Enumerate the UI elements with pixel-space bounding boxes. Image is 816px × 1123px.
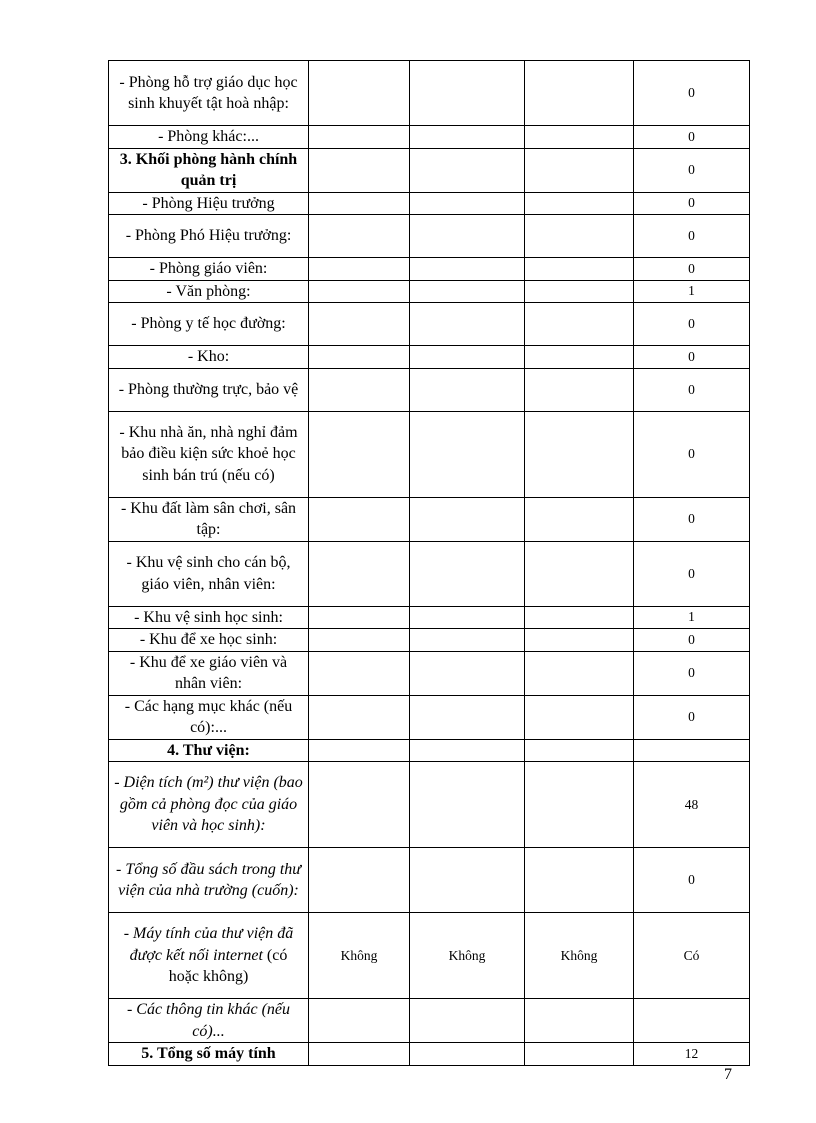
table-row: [109, 695, 750, 739]
row-label: - Phòng thường trực, bảo vệ: [109, 368, 309, 411]
cell: [410, 346, 525, 369]
cell: [309, 258, 410, 281]
table-row: [109, 848, 750, 913]
cell: [525, 739, 634, 762]
cell: [525, 848, 634, 913]
row-label: - Khu vệ sinh học sinh:: [109, 606, 309, 629]
table-row: [109, 303, 750, 346]
table-row: [109, 913, 750, 999]
cell: [525, 303, 634, 346]
table-row: [109, 61, 750, 126]
cell: [309, 215, 410, 258]
section-heading: 5. Tổng số máy tính: [109, 1043, 309, 1066]
cell: Không: [410, 913, 525, 999]
cell: [525, 541, 634, 606]
row-label: - Phòng giáo viên:: [109, 258, 309, 281]
table-row: [109, 215, 750, 258]
table-row: [109, 148, 750, 192]
cell: [410, 651, 525, 695]
cell: [309, 192, 410, 215]
table-row: [109, 541, 750, 606]
cell-value: 0: [634, 258, 750, 281]
cell-value: 12: [634, 1043, 750, 1066]
cell: [525, 346, 634, 369]
cell: [525, 126, 634, 149]
cell: [309, 848, 410, 913]
cell-value: 0: [634, 541, 750, 606]
cell-value: 0: [634, 148, 750, 192]
row-label: - Khu để xe giáo viên và nhân viên:: [109, 651, 309, 695]
table-row: [109, 346, 750, 369]
row-label: - Khu để xe học sinh:: [109, 629, 309, 652]
row-label: - Phòng hỗ trợ giáo dục học sinh khuyết tật hoà nhập:: [109, 61, 309, 126]
cell: [309, 368, 410, 411]
cell: [525, 192, 634, 215]
cell: [525, 999, 634, 1043]
cell-value: 0: [634, 368, 750, 411]
cell-value: 1: [634, 606, 750, 629]
cell-value: 0: [634, 303, 750, 346]
row-label-note: (có hoặc không): [168, 946, 288, 986]
facilities-table: [108, 60, 750, 1066]
cell: [309, 651, 410, 695]
cell: [309, 61, 410, 126]
section-heading: 3. Khối phòng hành chính quản trị: [109, 148, 309, 192]
cell: [525, 651, 634, 695]
cell-value: [634, 999, 750, 1043]
table-row: [109, 629, 750, 652]
cell: [309, 739, 410, 762]
row-label: - Khu vệ sinh cho cán bộ, giáo viên, nhân viên:: [109, 541, 309, 606]
cell: [309, 762, 410, 848]
cell: [309, 280, 410, 303]
row-label: - Khu đất làm sân chơi, sân tập:: [109, 497, 309, 541]
row-label: - Phòng Phó Hiệu trưởng:: [109, 215, 309, 258]
cell: [525, 258, 634, 281]
page-number: 7: [724, 1066, 732, 1083]
cell: [525, 762, 634, 848]
table-row: [109, 762, 750, 848]
cell: Không: [525, 913, 634, 999]
cell: [309, 411, 410, 497]
table-row: [109, 999, 750, 1043]
cell: [410, 497, 525, 541]
cell: [309, 541, 410, 606]
cell: [309, 629, 410, 652]
table-row: [109, 368, 750, 411]
cell: [525, 61, 634, 126]
cell: [410, 541, 525, 606]
cell: Không: [309, 913, 410, 999]
cell: [410, 739, 525, 762]
cell-value: 0: [634, 215, 750, 258]
cell: [410, 695, 525, 739]
cell: [309, 346, 410, 369]
row-label: - Các thông tin khác (nếu có)...: [109, 999, 309, 1043]
cell: [410, 303, 525, 346]
cell-value: 0: [634, 61, 750, 126]
cell: [410, 848, 525, 913]
cell: [525, 411, 634, 497]
cell: [410, 148, 525, 192]
cell: [525, 1043, 634, 1066]
table-row: [109, 651, 750, 695]
cell: [410, 1043, 525, 1066]
table-row: [109, 192, 750, 215]
cell: [309, 126, 410, 149]
row-label: - Phòng Hiệu trưởng: [109, 192, 309, 215]
cell: [309, 148, 410, 192]
row-label: - Diện tích (m²) thư viện (bao gồm cả phòng đọc của giáo viên và học sinh):: [109, 762, 309, 848]
cell-value: 0: [634, 629, 750, 652]
cell: [410, 762, 525, 848]
cell-value: 1: [634, 280, 750, 303]
cell: [525, 606, 634, 629]
table-row: [109, 280, 750, 303]
cell-value: Có: [634, 913, 750, 999]
cell: [525, 629, 634, 652]
row-label: - Phòng y tế học đường:: [109, 303, 309, 346]
table-row: [109, 411, 750, 497]
cell: [525, 148, 634, 192]
row-label: - Tổng số đầu sách trong thư viện của nhà trường (cuốn):: [109, 848, 309, 913]
row-label-italic: - Máy tính của thư viện đã được kết nối internet: [123, 925, 294, 964]
row-label: - Khu nhà ăn, nhà nghỉ đảm bảo điều kiện sức khoẻ học sinh bán trú (nếu có): [109, 411, 309, 497]
cell-value: 0: [634, 848, 750, 913]
cell: [410, 126, 525, 149]
cell: [309, 497, 410, 541]
cell-value: 0: [634, 192, 750, 215]
cell: [410, 280, 525, 303]
section-heading: 4. Thư viện:: [109, 739, 309, 762]
table-row: [109, 497, 750, 541]
cell-value: 0: [634, 346, 750, 369]
cell: [410, 258, 525, 281]
row-label: - Kho:: [109, 346, 309, 369]
cell: [410, 629, 525, 652]
cell-value: 0: [634, 126, 750, 149]
cell-value: 0: [634, 651, 750, 695]
cell-value: 0: [634, 695, 750, 739]
cell: [309, 695, 410, 739]
row-label: - Các hạng mục khác (nếu có):...: [109, 695, 309, 739]
cell: [525, 368, 634, 411]
cell-value: [634, 739, 750, 762]
table-row: [109, 739, 750, 762]
cell: [410, 61, 525, 126]
row-label: [109, 913, 309, 999]
cell: [410, 999, 525, 1043]
cell: [309, 606, 410, 629]
cell: [309, 303, 410, 346]
cell: [410, 215, 525, 258]
cell-value: 0: [634, 411, 750, 497]
cell: [410, 411, 525, 497]
cell: [525, 497, 634, 541]
table-row: [109, 258, 750, 281]
table-row: [109, 126, 750, 149]
table-row: [109, 1043, 750, 1066]
cell: [525, 280, 634, 303]
table-row: [109, 606, 750, 629]
cell: [410, 606, 525, 629]
table-body: [109, 61, 750, 1066]
cell-value: 48: [634, 762, 750, 848]
cell: [410, 368, 525, 411]
cell: [309, 1043, 410, 1066]
cell: [525, 215, 634, 258]
cell-value: 0: [634, 497, 750, 541]
cell: [525, 695, 634, 739]
cell: [309, 999, 410, 1043]
cell: [410, 192, 525, 215]
row-label: - Phòng khác:...: [109, 126, 309, 149]
row-label: - Văn phòng:: [109, 280, 309, 303]
